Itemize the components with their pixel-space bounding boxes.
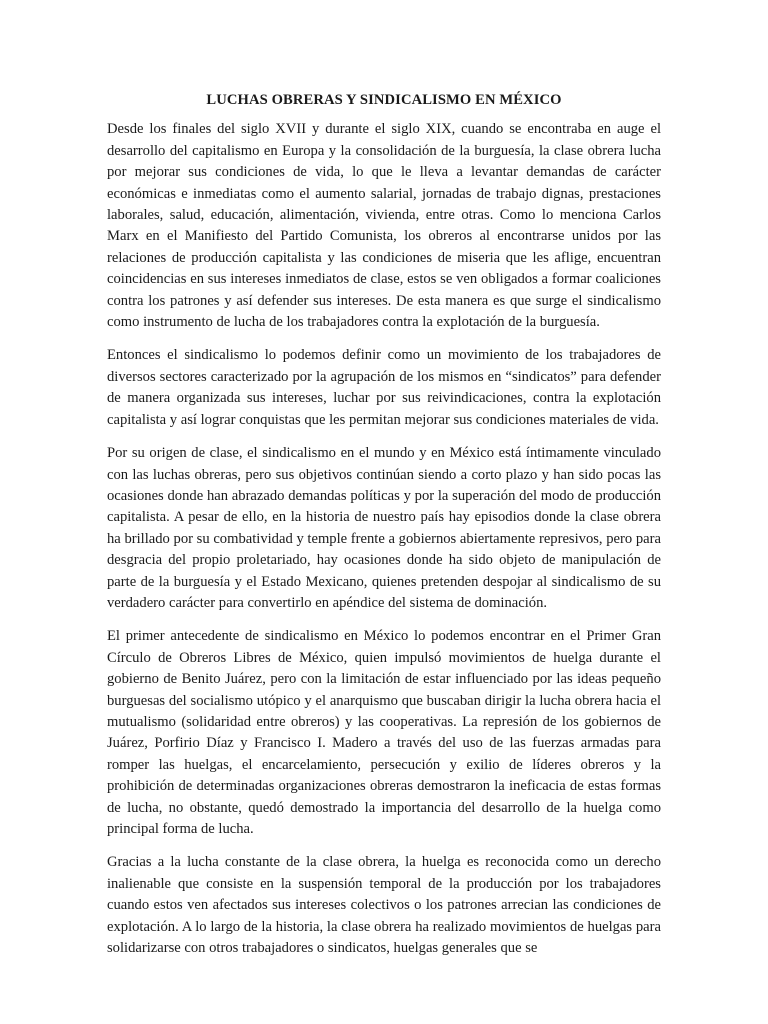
document-title: LUCHAS OBRERAS Y SINDICALISMO EN MÉXICO bbox=[206, 92, 562, 108]
paragraph-strike-right: Gracias a la lucha constante de la clase obrera, la huelga es reconocida como un derecho inalienable que consiste en la suspensión temporal de la producción por los trabajadores cuando estos ven afectados sus intereses colectivos o los patrones arrecian las condiciones de explotación. A lo largo de la historia, la clase obrera ha realizado movimientos de huelgas para solidarizarse con otros trabajadores o sindicatos, huelgas generales que se bbox=[107, 854, 661, 957]
paragraph-class-origin: Por su origen de clase, el sindicalismo en el mundo y en México está íntimamente vinculado con las luchas obreras, pero sus objetivos continúan siendo a corto plazo y han sido pocas las ocasiones donde han abrazado demandas políticas y por la superación del modo de producción capitalista. A pesar de ello, en la historia de nuestro país hay episodios donde la clase obrera ha brillado por su combatividad y temple frente a gobiernos abiertamente represivos, pero para desgracia del propio proletariado, hay ocasiones donde ha sido objeto de manipulación de parte de la burguesía y el Estado Mexicano, quienes pretenden despojar al sindicalismo de su verdadero carácter para convertirlo en apéndice del sistema de dominación. bbox=[107, 445, 661, 611]
document-body bbox=[107, 90, 661, 971]
paragraph-definition: Entonces el sindicalismo lo podemos definir como un movimiento de los trabajadores de diversos sectores caracterizado por la agrupación de los mismos en “sindicatos” para defender de manera organizada sus intereses, luchar por sus reivindicaciones, contra la explotación capitalista y así lograr conquistas que les permitan mejorar sus condiciones materiales de vida. bbox=[107, 347, 661, 428]
paragraph-origins: Desde los finales del siglo XVII y durante el siglo XIX, cuando se encontraba en auge el desarrollo del capitalismo en Europa y la consolidación de la burguesía, la clase obrera lucha por mejorar sus condiciones de vida, lo que le lleva a levantar demandas de carácter económicas e inmediatas como el aumento salarial, jornadas de trabajo dignas, prestaciones laborales, salud, educación, alimentación, vivienda, entre otras. Como lo menciona Carlos Marx en el Manifiesto del Partido Comunista, los obreros al encontrarse unidos por las relaciones de producción capitalista y las condiciones de miseria que les aflige, encuentran coincidencias en sus intereses inmediatos de clase, estos se ven obligados a formar coaliciones contra los patrones y así defender sus intereses. De esta manera es que surge el sindicalismo como instrumento de lucha de los trabajadores contra la explotación de la burguesía. bbox=[107, 121, 661, 331]
paragraph-first-antecedent: El primer antecedente de sindicalismo en México lo podemos encontrar en el Primer Gran Círculo de Obreros Libres de México, quien impulsó movimientos de huelga durante el gobierno de Benito Juárez, pero con la limitación de estar influenciado por las ideas pequeño burguesas del socialismo utópico y el anarquismo que buscaban dirigir la lucha obrera hacia el mutualismo (solidaridad entre obreros) y las cooperativas. La represión de los gobiernos de Juárez, Porfirio Díaz y Francisco I. Madero a través del uso de las fuerzas armadas para romper las huelgas, el encarcelamiento, persecución y exilio de líderes obreros y la prohibición de determinadas organizaciones obreras demostraron la ineficacia de estas formas de lucha, no obstante, quedó demostrado la importancia del desarrollo de la huelga como principal forma de lucha. bbox=[107, 628, 661, 837]
